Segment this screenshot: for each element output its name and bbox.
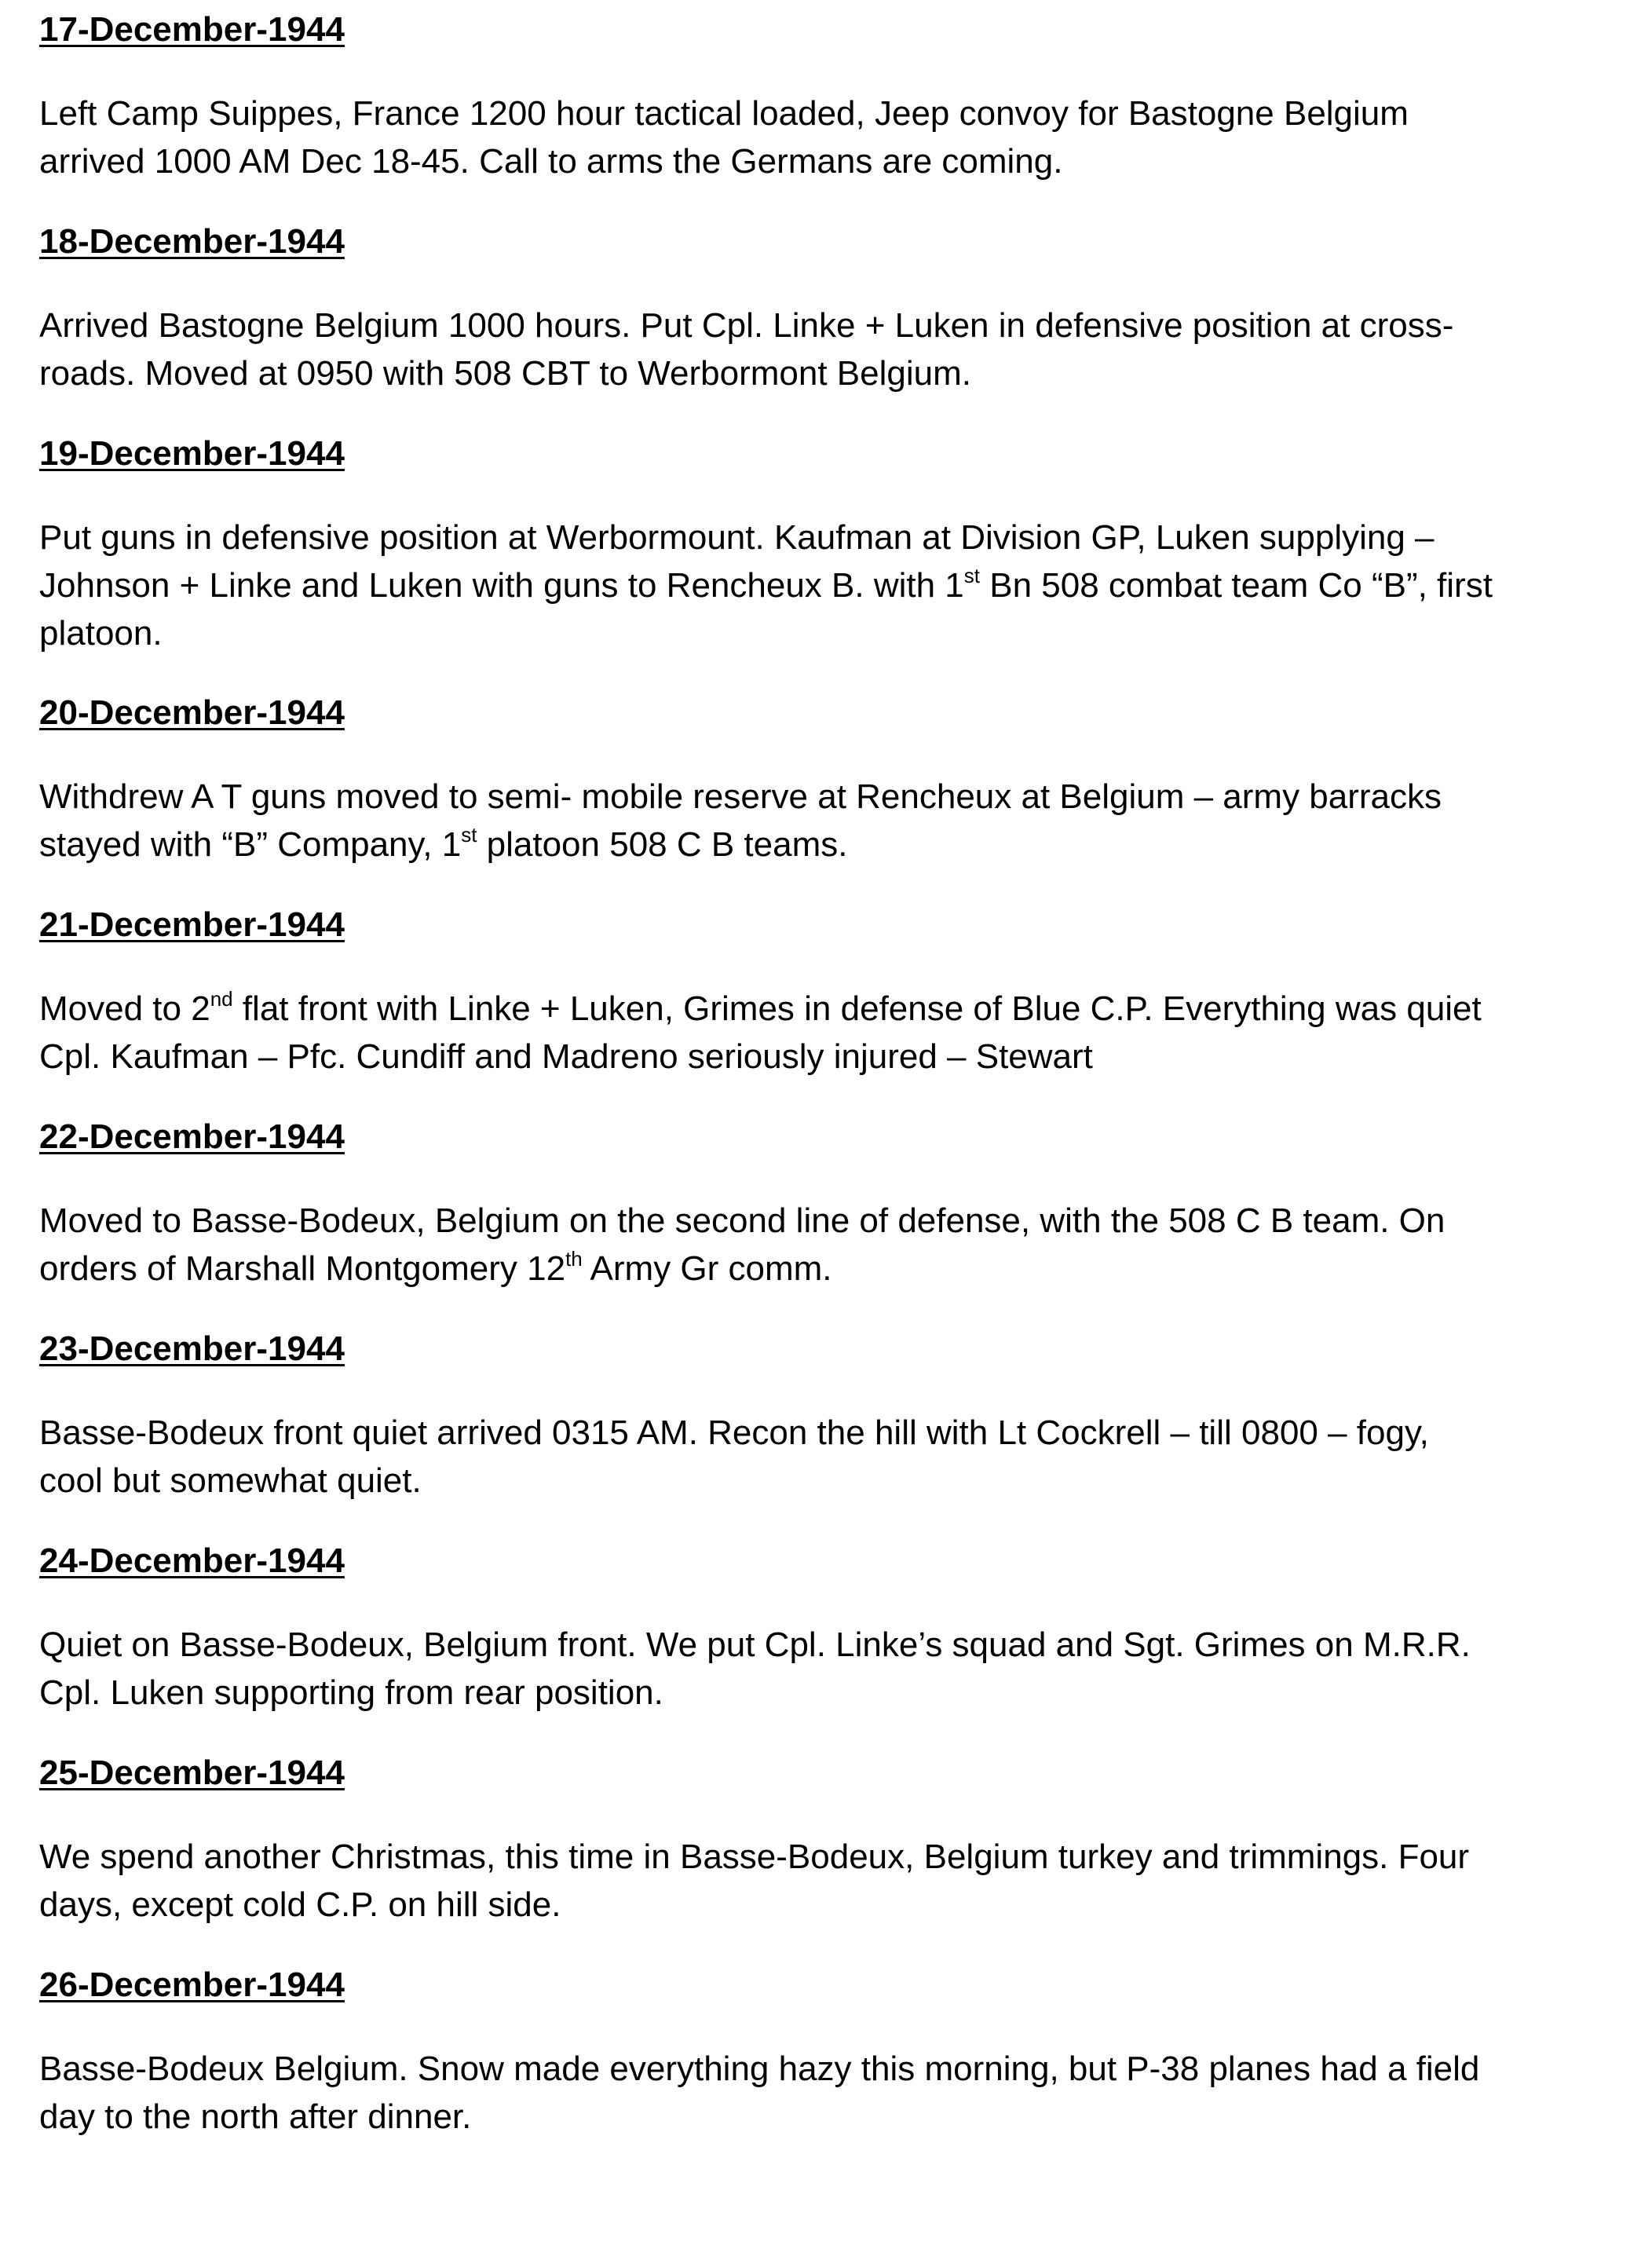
diary-entry [39, 1329, 1610, 1505]
diary-entry [39, 433, 1610, 657]
entry-text [39, 1409, 1610, 1505]
entry-text-line: orders of Marshall Montgomery 12 [39, 1249, 566, 1288]
ordinal-suffix: st [461, 823, 477, 847]
entry-text-line: Put guns in defensive position at Werbormount. Kaufman at Division GP, Luken supplying – [39, 518, 1435, 557]
diary-entry [39, 1753, 1610, 1929]
entry-text [39, 90, 1610, 185]
entry-text-line: Army Gr comm. [582, 1249, 832, 1288]
entry-date: 23-December-1944 [39, 1329, 345, 1368]
entry-text [39, 1197, 1610, 1293]
entry-text-line: Quiet on Basse-Bodeux, Belgium front. We put Cpl. Linke’s squad and Sgt. Grimes on M.R.R. [39, 1626, 1471, 1664]
entry-text-line: roads. Moved at 0950 with 508 CBT to Werbormont Belgium. [39, 354, 971, 393]
entry-text [39, 514, 1610, 657]
ordinal-suffix: nd [210, 987, 233, 1011]
entry-text [39, 302, 1610, 397]
ordinal-suffix: st [963, 564, 981, 587]
entry-text-line: Arrived Bastogne Belgium 1000 hours. Put Cpl. Linke + Luken in defensive position at cross- [39, 306, 1454, 345]
entry-date: 25-December-1944 [39, 1754, 345, 1792]
entry-text-line: cool but somewhat quiet. [39, 1461, 422, 1500]
diary-entry [39, 221, 1610, 397]
entry-date: 19-December-1944 [39, 434, 345, 473]
entry-text-line: arrived 1000 AM Dec 18-45. Call to arms the Germans are coming. [39, 142, 1063, 181]
entry-text-line: Cpl. Luken supporting from rear position. [39, 1673, 663, 1712]
entry-text-line: days, except cold C.P. on hill side. [39, 1885, 561, 1924]
entry-text-line: Left Camp Suippes, France 1200 hour tactical loaded, Jeep convoy for Bastogne Belgium [39, 94, 1409, 133]
entry-text-line: platoon. [39, 614, 163, 653]
entry-text-line: Johnson + Linke and Luken with guns to Rencheux B. with 1 [39, 566, 964, 605]
entry-text-line: We spend another Christmas, this time in Basse-Bodeux, Belgium turkey and trimmings. Four [39, 1838, 1470, 1876]
entry-date: 18-December-1944 [39, 222, 345, 261]
entry-date: 17-December-1944 [39, 10, 345, 49]
entry-date: 24-December-1944 [39, 1541, 345, 1580]
entry-text [39, 1833, 1610, 1929]
entry-text-line: platoon 508 C B teams. [477, 825, 848, 864]
entry-text-line: Basse-Bodeux front quiet arrived 0315 AM. Recon the hill with Lt Cockrell – till 0800 – fogy, [39, 1413, 1429, 1452]
entry-text-line: Bn 508 combat team Co “B”, first [980, 566, 1493, 605]
diary-entry [39, 693, 1610, 869]
entry-date: 26-December-1944 [39, 1966, 345, 2004]
entry-date: 22-December-1944 [39, 1117, 345, 1156]
entry-text-line: Moved to Basse-Bodeux, Belgium on the second line of defense, with the 508 C B team. On [39, 1201, 1446, 1240]
entry-text [39, 773, 1610, 869]
entry-date: 20-December-1944 [39, 693, 345, 732]
entry-text-line: Withdrew A T guns moved to semi- mobile reserve at Rencheux at Belgium – army barracks [39, 777, 1442, 816]
entry-date: 21-December-1944 [39, 905, 345, 944]
entry-text [39, 2045, 1610, 2141]
entry-text-line: Moved to 2 [39, 989, 210, 1028]
entry-text-line: flat front with Linke + Luken, Grimes in defense of Blue C.P. Everything was quiet [232, 989, 1482, 1028]
diary-entry [39, 905, 1610, 1081]
ordinal-suffix: th [565, 1247, 583, 1271]
entry-text [39, 985, 1610, 1081]
diary-entry [39, 1965, 1610, 2141]
entry-text-line: Basse-Bodeux Belgium. Snow made everything hazy this morning, but P-38 planes had a field [39, 2050, 1480, 2088]
diary-entry [39, 1117, 1610, 1293]
diary-entry [39, 1541, 1610, 1717]
entry-text [39, 1621, 1610, 1717]
entry-text-line: Cpl. Kaufman – Pfc. Cundiff and Madreno seriously injured – Stewart [39, 1037, 1093, 1076]
entry-text-line: day to the north after dinner. [39, 2097, 472, 2136]
entry-text-line: stayed with “B” Company, 1 [39, 825, 462, 864]
diary-entry [39, 9, 1610, 185]
